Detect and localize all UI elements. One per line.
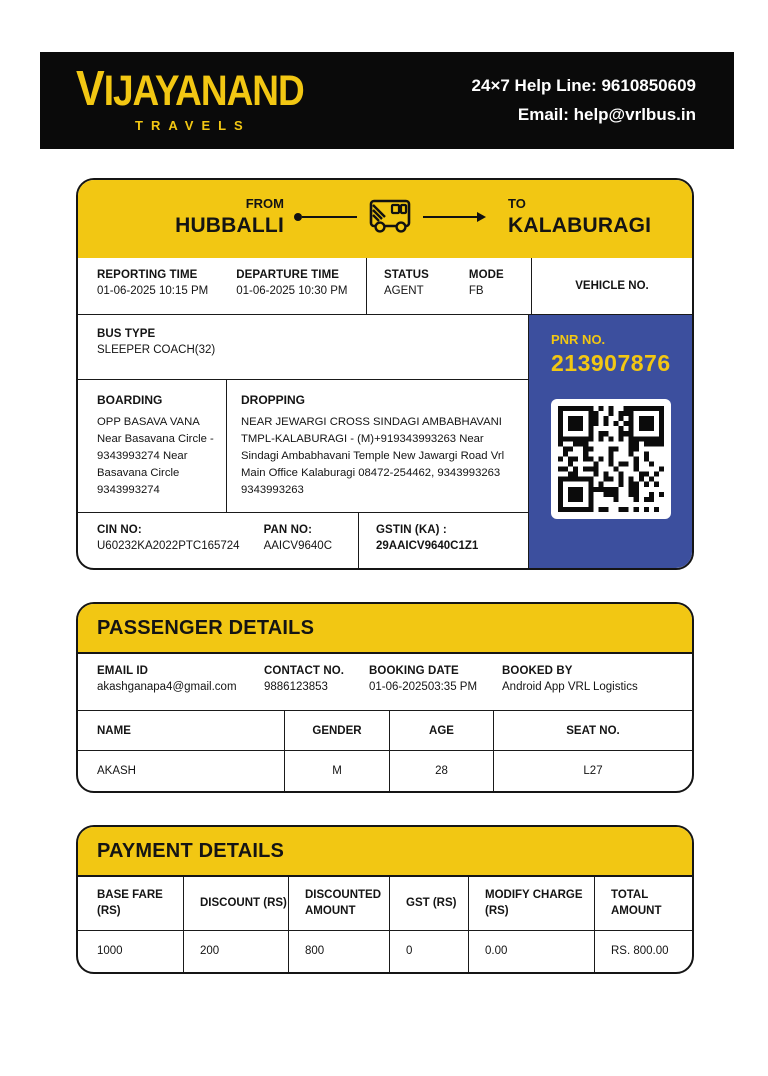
boarding-dropping-row: [78, 380, 528, 513]
passenger-info-row: [78, 654, 692, 711]
dropping-cell: [227, 380, 528, 512]
pan-value: AAICV9640C: [263, 540, 332, 552]
boarding-cell: [78, 380, 227, 512]
col-gst: GST (RS): [390, 877, 469, 930]
pan-label: PAN NO:: [263, 524, 312, 536]
discount-value: 200: [184, 931, 289, 972]
ticket-card: [76, 178, 694, 570]
helpline-text: 24×7 Help Line: 9610850609: [471, 75, 696, 95]
payment-table-header: [78, 877, 692, 931]
contact-label: CONTACT NO.: [264, 665, 345, 677]
from-city: HUBBALLI: [175, 214, 284, 237]
discounted-amount-value: 800: [289, 931, 390, 972]
passenger-seat: L27: [583, 765, 603, 777]
modify-charge-value: 0.00: [469, 931, 595, 972]
vehicle-no-cell: VEHICLE NO.: [575, 280, 649, 292]
email: [97, 665, 264, 710]
passenger-age: 28: [390, 751, 494, 791]
contact: [264, 665, 369, 710]
dropping-label: DROPPING: [241, 393, 306, 407]
departure-time-label: DEPARTURE TIME: [236, 269, 340, 281]
boarding-value: OPP BASAVA VANA Near Basavana Circle - 9343993274 Near Basavana Circle 9343993274: [97, 416, 214, 496]
mode-value: FB: [468, 285, 484, 297]
route-graphic: [284, 194, 496, 241]
ticket-left-column: [78, 315, 529, 568]
to-label: TO: [508, 196, 526, 211]
payment-details-card: [76, 825, 694, 974]
status: [384, 269, 429, 314]
reporting-time-value: 01-06-2025 10:15 PM: [97, 285, 209, 297]
booking-date-label: BOOKING DATE: [369, 665, 459, 677]
col-name: NAME: [78, 711, 285, 750]
header-contact: [472, 72, 696, 130]
bus-type-value: SLEEPER COACH(32): [97, 344, 216, 356]
dropping-value: NEAR JEWARGI CROSS SINDAGI AMBABHAVANI TMPL-KALABURAGI - (M)+919343993263 Near Sindagi Ambabhavani Temple New Jawargi Road Vrl Main Office Kalaburagi 08472-254462, 9343993263 9343993263: [241, 416, 505, 496]
cin-pan-cell: [78, 513, 359, 568]
bus-type-label: BUS TYPE: [97, 328, 156, 340]
passenger-details-card: [76, 602, 694, 793]
pnr-panel: [529, 315, 692, 568]
route-to: [496, 196, 668, 238]
col-total-amount: TOTAL AMOUNT: [611, 888, 662, 917]
route-line: [302, 216, 357, 218]
route-from: [102, 196, 284, 238]
gstin-value: 29AAICV9640C1Z1: [376, 540, 479, 552]
payment-details-title: PAYMENT DETAILS: [97, 839, 285, 862]
support-email-text: Email: help@vrlbus.in: [517, 104, 696, 124]
passenger-table-row: [78, 751, 692, 791]
payment-details-header: [78, 827, 692, 877]
qr-code: [551, 399, 671, 519]
booking-date-value: 01-06-202503:35 PM: [369, 681, 478, 693]
from-label: FROM: [245, 196, 284, 211]
col-discounted-amount: DISCOUNTED AMOUNT: [289, 877, 390, 930]
payment-table-row: [78, 931, 692, 972]
route-banner: [78, 180, 692, 258]
cin-value: U60232KA2022PTC165724: [97, 540, 240, 552]
booked-by: [502, 665, 692, 710]
cin-label: CIN NO:: [97, 524, 142, 536]
mode: [469, 269, 504, 314]
col-age: AGE: [390, 711, 494, 750]
departure-time: [236, 269, 347, 314]
col-modify-charge: MODIFY CHARGE (RS): [469, 877, 595, 930]
status-value: AGENT: [384, 285, 424, 297]
col-seat-no: SEAT NO.: [566, 724, 620, 737]
email-value: akashganapa4@gmail.com: [97, 681, 237, 693]
logo-subtitle: TRAVELS: [135, 118, 251, 133]
passenger-details-title: PASSENGER DETAILS: [97, 616, 315, 639]
to-city: KALABURAGI: [508, 214, 652, 237]
reporting-time-label: REPORTING TIME: [97, 269, 198, 281]
arrowhead-icon: [477, 212, 486, 222]
route-line: [423, 216, 478, 218]
gst-value: 0: [390, 931, 469, 972]
col-discount: DISCOUNT (RS): [184, 877, 289, 930]
origin-dot-icon: [294, 213, 302, 221]
booked-by-value: Android App VRL Logistics: [502, 681, 638, 693]
gstin-label: GSTIN (KA) :: [376, 524, 447, 536]
logo-title: VIJAYANAND: [76, 61, 304, 117]
brand-header: [40, 52, 734, 149]
pnr-label: PNR NO.: [551, 332, 606, 347]
company-logo: [76, 61, 304, 133]
col-gender: GENDER: [285, 711, 390, 750]
col-base-fare: BASE FARE (RS): [78, 877, 184, 930]
reporting-time: [97, 269, 208, 314]
bus-type-cell: [78, 315, 528, 380]
boarding-label: BOARDING: [97, 393, 163, 407]
status-mode-cell: [367, 258, 532, 314]
status-label: STATUS: [384, 269, 429, 281]
email-label: EMAIL ID: [97, 665, 149, 677]
booking-date: [369, 665, 502, 710]
cin: [97, 524, 240, 568]
registration-row: [78, 513, 528, 568]
passenger-details-header: [78, 604, 692, 654]
booked-by-label: BOOKED BY: [502, 665, 573, 677]
base-fare-value: 1000: [78, 931, 184, 972]
passenger-gender: M: [285, 751, 390, 791]
passenger-table-header: [78, 711, 692, 751]
passenger-name: AKASH: [78, 751, 285, 791]
trip-times-row: [78, 258, 692, 315]
times-cell: [78, 258, 367, 314]
mode-label: MODE: [468, 269, 504, 281]
bus-icon: [365, 194, 415, 241]
pan: [264, 524, 332, 568]
contact-value: 9886123853: [264, 681, 328, 693]
departure-time-value: 01-06-2025 10:30 PM: [236, 285, 348, 297]
gstin-cell: [359, 513, 528, 568]
pnr-value: 213907876: [551, 350, 671, 376]
total-amount-value: RS. 800.00: [611, 944, 669, 957]
ticket-main: [78, 315, 692, 568]
